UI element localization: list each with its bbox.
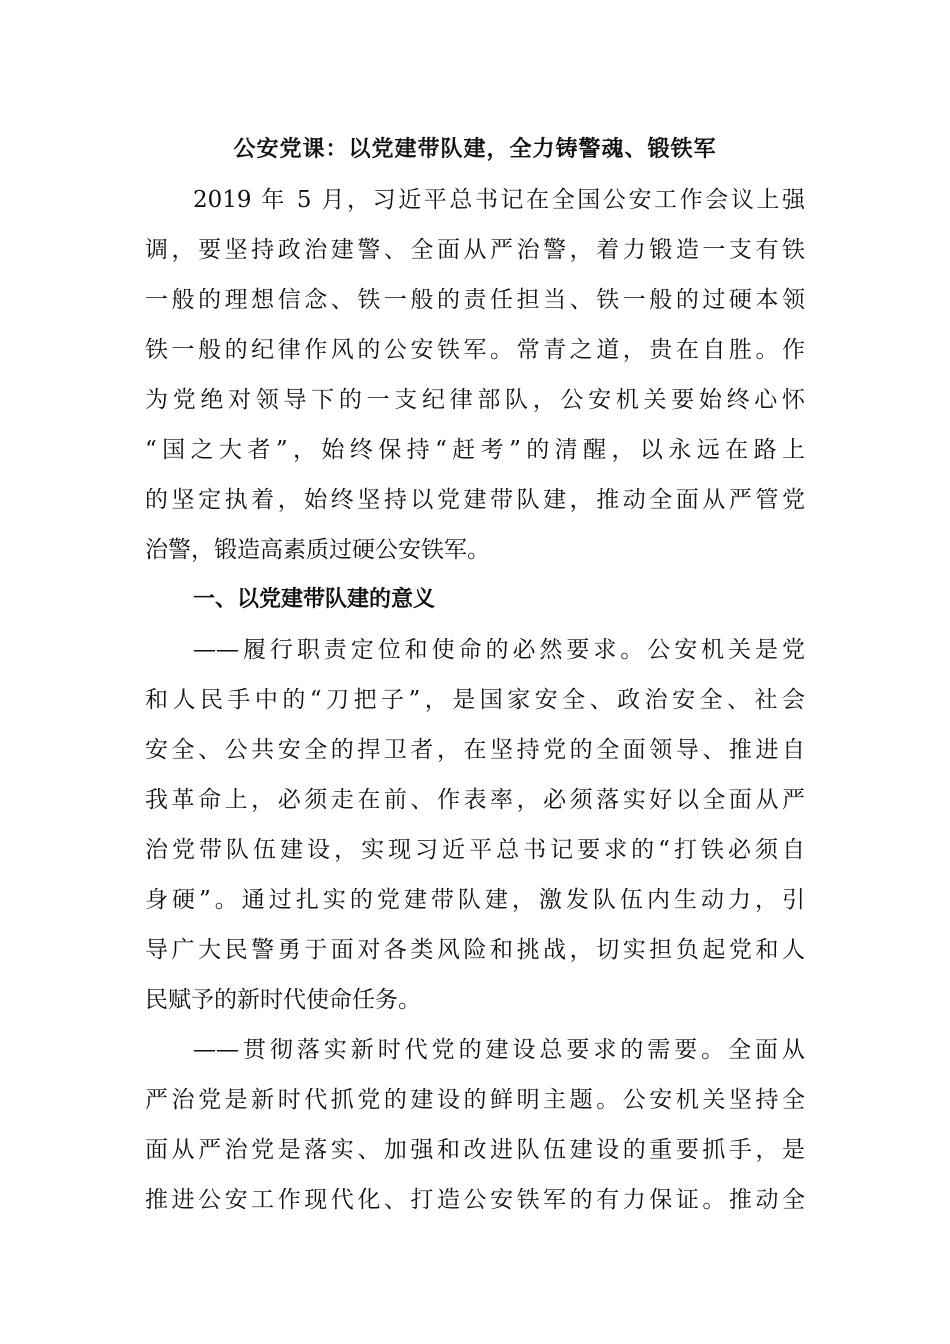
paragraph-line: 导广大民警勇于面对各类风险和挑战，切实担负起党和人 [145,937,805,963]
paragraph-line: 面从严治党是落实、加强和改进队伍建设的重要抓手，是 [145,1137,805,1163]
intro-line: 为党绝对领导下的一支纪律部队，公安机关要始终心怀 [145,387,805,413]
intro-line: 2019 年 5 月，习近平总书记在全国公安工作会议上强 [193,187,805,213]
intro-line: 铁一般的纪律作风的公安铁军。常青之道，贵在自胜。作 [145,337,805,363]
paragraph-line: ——履行职责定位和使命的必然要求。公安机关是党 [193,637,805,663]
paragraph-line: 我革命上，必须走在前、作表率，必须落实好以全面从严 [145,787,805,813]
paragraph-line: 安全、公共安全的捍卫者，在坚持党的全面领导、推进自 [145,737,805,763]
paragraph-line: 治党带队伍建设，实现习近平总书记要求的“打铁必须自 [145,837,805,863]
intro-line: 一般的理想信念、铁一般的责任担当、铁一般的过硬本领 [145,287,805,313]
document-title: 公安党课：以党建带队建，全力铸警魂、锻铁军 [233,137,717,162]
section-heading: 一、以党建带队建的意义 [193,587,436,612]
intro-line: 治警，锻造高素质过硬公安铁军。 [145,537,490,563]
paragraph-line: 推进公安工作现代化、打造公安铁军的有力保证。推动全 [145,1187,805,1213]
intro-line: 的坚定执着，始终坚持以党建带队建，推动全面从严管党 [145,487,805,513]
paragraph-line: 和人民手中的“刀把子”，是国家安全、政治安全、社会 [145,687,805,713]
intro-line: “国之大者”，始终保持“赶考”的清醒，以永远在路上 [145,437,805,463]
paragraph-line: 民赋予的新时代使命任务。 [145,987,421,1013]
paragraph-line: ——贯彻落实新时代党的建设总要求的需要。全面从 [193,1037,805,1063]
intro-line: 调，要坚持政治建警、全面从严治警，着力锻造一支有铁 [145,237,805,263]
paragraph-line: 严治党是新时代抓党的建设的鲜明主题。公安机关坚持全 [145,1087,805,1113]
paragraph-line: 身硬”。通过扎实的党建带队建，激发队伍内生动力，引 [145,887,805,913]
